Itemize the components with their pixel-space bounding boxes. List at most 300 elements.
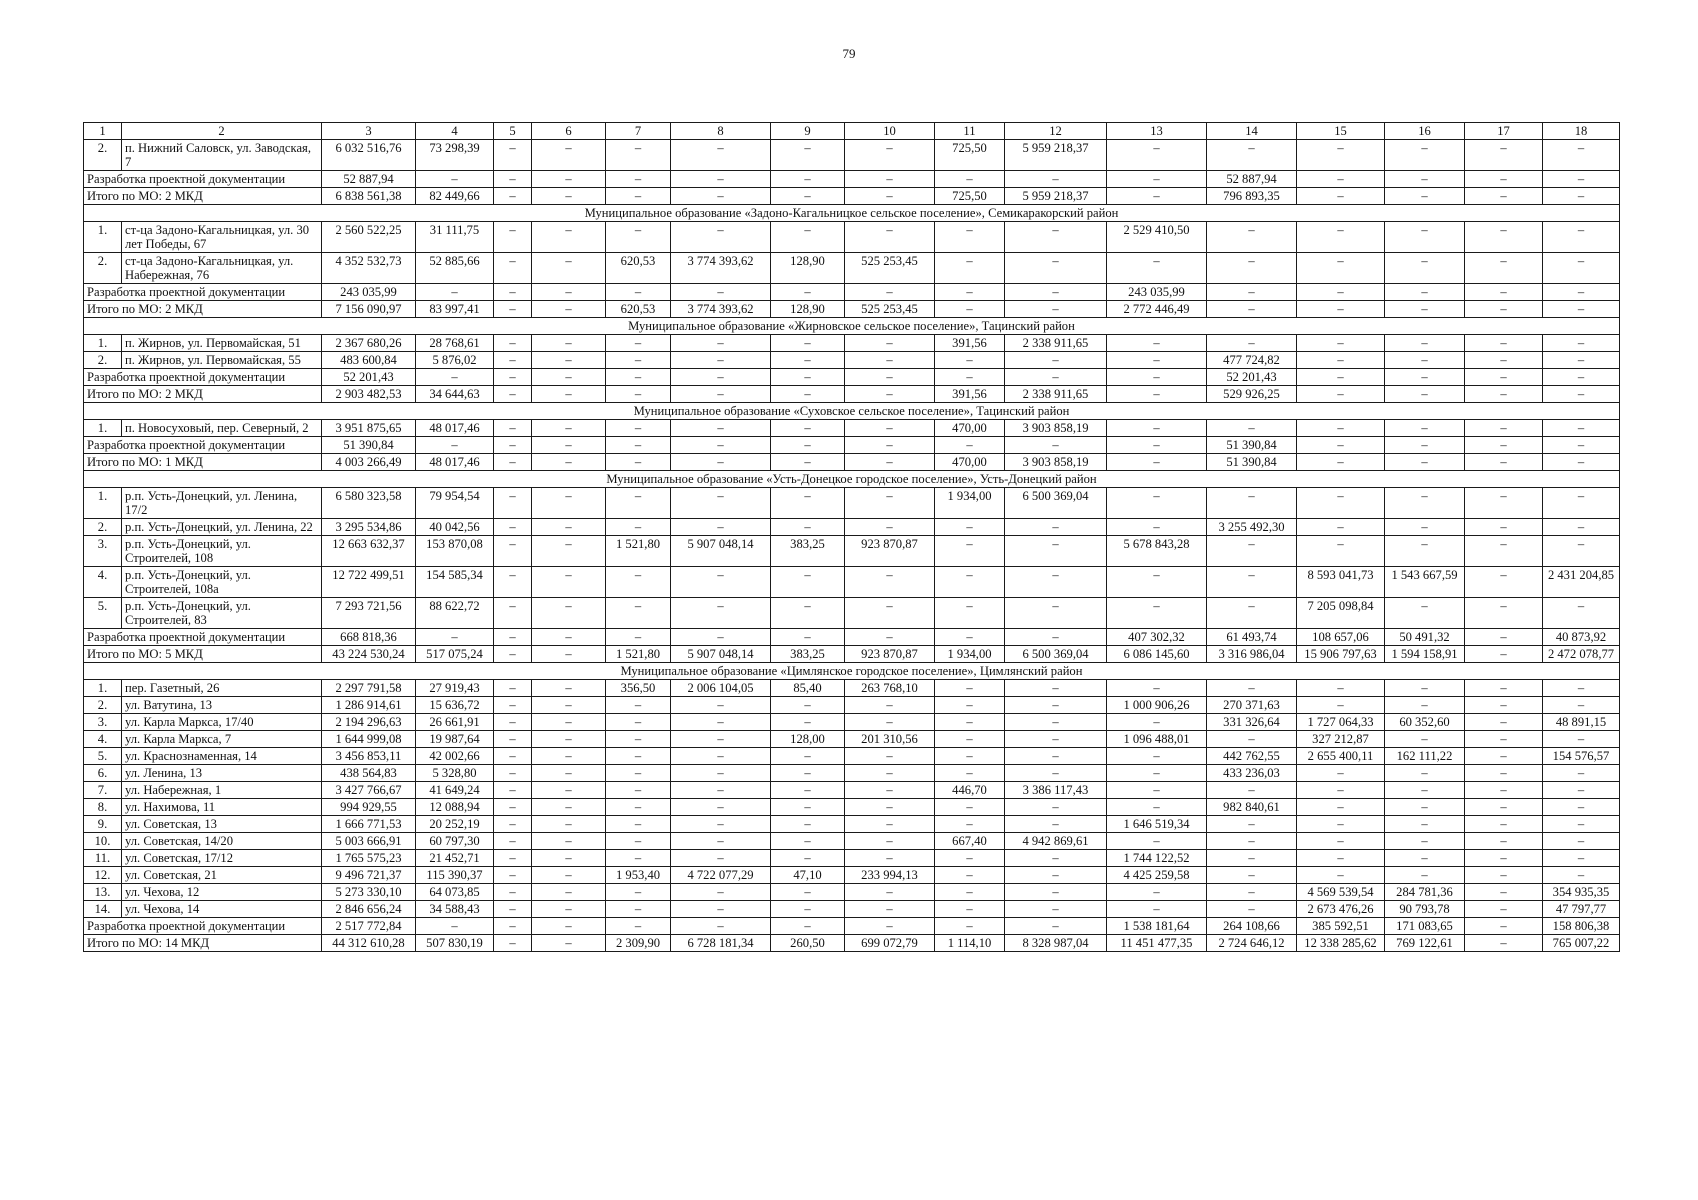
summary-label: Разработка проектной документации: [84, 918, 322, 935]
value-cell: 2 194 296,63: [322, 714, 416, 731]
value-cell: –: [1543, 731, 1620, 748]
value-cell: –: [606, 454, 671, 471]
value-cell: –: [1385, 519, 1465, 536]
row-number: 13.: [84, 884, 122, 901]
value-cell: 12 722 499,51: [322, 567, 416, 598]
value-cell: –: [1005, 816, 1107, 833]
value-cell: –: [1005, 284, 1107, 301]
address-cell: ул. Ленина, 13: [122, 765, 322, 782]
address-cell: п. Новосуховый, пер. Северный, 2: [122, 420, 322, 437]
value-cell: –: [771, 335, 845, 352]
table-row: [84, 352, 1620, 369]
value-cell: –: [1465, 188, 1543, 205]
value-cell: 1 666 771,53: [322, 816, 416, 833]
value-cell: –: [606, 731, 671, 748]
value-cell: –: [1107, 833, 1207, 850]
value-cell: –: [771, 519, 845, 536]
value-cell: 79 954,54: [416, 488, 494, 519]
address-cell: п. Жирнов, ул. Первомайская, 51: [122, 335, 322, 352]
value-cell: –: [771, 567, 845, 598]
row-number: 2.: [84, 352, 122, 369]
row-number: 3.: [84, 714, 122, 731]
value-cell: –: [606, 171, 671, 188]
value-cell: –: [1385, 816, 1465, 833]
value-cell: 796 893,35: [1207, 188, 1297, 205]
value-cell: 40 042,56: [416, 519, 494, 536]
column-number: 6: [532, 123, 606, 140]
value-cell: –: [606, 567, 671, 598]
value-cell: 3 774 393,62: [671, 253, 771, 284]
value-cell: –: [532, 680, 606, 697]
value-cell: –: [532, 519, 606, 536]
value-cell: 433 236,03: [1207, 765, 1297, 782]
value-cell: –: [845, 748, 935, 765]
value-cell: –: [671, 714, 771, 731]
value-cell: –: [1107, 488, 1207, 519]
value-cell: 20 252,19: [416, 816, 494, 833]
value-cell: –: [845, 171, 935, 188]
value-cell: –: [671, 765, 771, 782]
value-cell: 525 253,45: [845, 301, 935, 318]
value-cell: –: [671, 488, 771, 519]
value-cell: –: [1005, 171, 1107, 188]
value-cell: 34 644,63: [416, 386, 494, 403]
value-cell: –: [1465, 352, 1543, 369]
value-cell: –: [1385, 335, 1465, 352]
value-cell: 5 678 843,28: [1107, 536, 1207, 567]
value-cell: 923 870,87: [845, 646, 935, 663]
value-cell: –: [606, 598, 671, 629]
value-cell: –: [1207, 833, 1297, 850]
table-row: [84, 536, 1620, 567]
value-cell: –: [1465, 816, 1543, 833]
table-row: [84, 799, 1620, 816]
value-cell: 6 086 145,60: [1107, 646, 1207, 663]
value-cell: –: [1465, 799, 1543, 816]
summary-row: [84, 386, 1620, 403]
value-cell: –: [845, 519, 935, 536]
value-cell: 1 644 999,08: [322, 731, 416, 748]
value-cell: –: [935, 598, 1005, 629]
value-cell: –: [606, 918, 671, 935]
value-cell: 7 205 098,84: [1297, 598, 1385, 629]
table-row: [84, 884, 1620, 901]
value-cell: –: [1543, 697, 1620, 714]
summary-row: [84, 437, 1620, 454]
value-cell: 52 201,43: [1207, 369, 1297, 386]
value-cell: –: [845, 386, 935, 403]
value-cell: –: [532, 301, 606, 318]
value-cell: –: [671, 519, 771, 536]
value-cell: –: [1465, 697, 1543, 714]
value-cell: 620,53: [606, 301, 671, 318]
value-cell: –: [845, 850, 935, 867]
table-row: [84, 714, 1620, 731]
summary-label: Разработка проектной документации: [84, 629, 322, 646]
value-cell: –: [771, 140, 845, 171]
value-cell: –: [671, 850, 771, 867]
value-cell: –: [606, 816, 671, 833]
value-cell: –: [845, 884, 935, 901]
value-cell: –: [532, 171, 606, 188]
value-cell: 354 935,35: [1543, 884, 1620, 901]
value-cell: 383,25: [771, 536, 845, 567]
value-cell: –: [935, 369, 1005, 386]
value-cell: 60 352,60: [1385, 714, 1465, 731]
value-cell: –: [494, 731, 532, 748]
value-cell: –: [1005, 629, 1107, 646]
value-cell: 171 083,65: [1385, 918, 1465, 935]
value-cell: 263 768,10: [845, 680, 935, 697]
summary-row: [84, 935, 1620, 952]
value-cell: –: [1543, 437, 1620, 454]
value-cell: –: [845, 816, 935, 833]
value-cell: –: [532, 901, 606, 918]
value-cell: 128,90: [771, 301, 845, 318]
value-cell: 115 390,37: [416, 867, 494, 884]
value-cell: –: [1465, 918, 1543, 935]
value-cell: –: [671, 437, 771, 454]
value-cell: 15 636,72: [416, 697, 494, 714]
value-cell: –: [494, 420, 532, 437]
value-cell: 1 000 906,26: [1107, 697, 1207, 714]
value-cell: 82 449,66: [416, 188, 494, 205]
value-cell: –: [1207, 253, 1297, 284]
value-cell: 19 987,64: [416, 731, 494, 748]
value-cell: 61 493,74: [1207, 629, 1297, 646]
value-cell: 442 762,55: [1207, 748, 1297, 765]
value-cell: 52 201,43: [322, 369, 416, 386]
value-cell: –: [606, 765, 671, 782]
value-cell: –: [771, 369, 845, 386]
row-number: 5.: [84, 598, 122, 629]
value-cell: 201 310,56: [845, 731, 935, 748]
value-cell: 5 273 330,10: [322, 884, 416, 901]
value-cell: –: [1005, 867, 1107, 884]
value-cell: –: [1005, 352, 1107, 369]
value-cell: 2 338 911,65: [1005, 386, 1107, 403]
column-number: 7: [606, 123, 671, 140]
value-cell: –: [494, 884, 532, 901]
value-cell: –: [671, 731, 771, 748]
value-cell: –: [1465, 567, 1543, 598]
value-cell: –: [1465, 301, 1543, 318]
value-cell: 158 806,38: [1543, 918, 1620, 935]
value-cell: –: [771, 188, 845, 205]
value-cell: –: [1005, 850, 1107, 867]
value-cell: 3 255 492,30: [1207, 519, 1297, 536]
value-cell: –: [771, 420, 845, 437]
value-cell: –: [1543, 301, 1620, 318]
value-cell: –: [494, 253, 532, 284]
value-cell: 4 722 077,29: [671, 867, 771, 884]
value-cell: 2 297 791,58: [322, 680, 416, 697]
value-cell: –: [671, 171, 771, 188]
address-cell: ст-ца Задоно-Кагальницкая, ул. Набережная, 76: [122, 253, 322, 284]
value-cell: –: [606, 335, 671, 352]
value-cell: –: [671, 697, 771, 714]
value-cell: –: [494, 680, 532, 697]
value-cell: 21 452,71: [416, 850, 494, 867]
value-cell: –: [671, 369, 771, 386]
row-number: 5.: [84, 748, 122, 765]
value-cell: –: [532, 369, 606, 386]
value-cell: 3 456 853,11: [322, 748, 416, 765]
value-cell: 3 295 534,86: [322, 519, 416, 536]
value-cell: –: [1297, 171, 1385, 188]
value-cell: –: [532, 935, 606, 952]
address-cell: р.п. Усть-Донецкий, ул. Ленина, 17/2: [122, 488, 322, 519]
value-cell: 233 994,13: [845, 867, 935, 884]
value-cell: –: [1107, 782, 1207, 799]
value-cell: –: [1107, 188, 1207, 205]
column-number: 8: [671, 123, 771, 140]
value-cell: –: [771, 352, 845, 369]
value-cell: 407 302,32: [1107, 629, 1207, 646]
section-title: Муниципальное образование «Жирновское сельское поселение», Тацинский район: [84, 318, 1620, 335]
value-cell: –: [1543, 188, 1620, 205]
value-cell: –: [1297, 488, 1385, 519]
value-cell: –: [1385, 352, 1465, 369]
value-cell: 83 997,41: [416, 301, 494, 318]
value-cell: –: [1385, 253, 1465, 284]
value-cell: –: [532, 918, 606, 935]
value-cell: –: [1543, 765, 1620, 782]
value-cell: –: [671, 833, 771, 850]
value-cell: –: [494, 488, 532, 519]
value-cell: –: [606, 629, 671, 646]
value-cell: –: [1465, 420, 1543, 437]
value-cell: 2 338 911,65: [1005, 335, 1107, 352]
value-cell: 446,70: [935, 782, 1005, 799]
value-cell: 154 585,34: [416, 567, 494, 598]
value-cell: 51 390,84: [1207, 454, 1297, 471]
value-cell: 2 655 400,11: [1297, 748, 1385, 765]
value-cell: –: [1543, 816, 1620, 833]
value-cell: –: [532, 731, 606, 748]
value-cell: –: [1385, 680, 1465, 697]
value-cell: –: [1385, 598, 1465, 629]
value-cell: –: [1107, 140, 1207, 171]
value-cell: –: [771, 918, 845, 935]
table-row: [84, 598, 1620, 629]
value-cell: 525 253,45: [845, 253, 935, 284]
value-cell: 52 887,94: [1207, 171, 1297, 188]
value-cell: –: [935, 867, 1005, 884]
summary-row: [84, 171, 1620, 188]
value-cell: –: [416, 284, 494, 301]
value-cell: 765 007,22: [1543, 935, 1620, 952]
value-cell: 1 727 064,33: [1297, 714, 1385, 731]
value-cell: –: [1465, 454, 1543, 471]
value-cell: –: [606, 714, 671, 731]
value-cell: 6 838 561,38: [322, 188, 416, 205]
value-cell: 4 425 259,58: [1107, 867, 1207, 884]
value-cell: –: [1465, 884, 1543, 901]
value-cell: –: [935, 171, 1005, 188]
value-cell: 4 352 532,73: [322, 253, 416, 284]
value-cell: 391,56: [935, 386, 1005, 403]
value-cell: 3 903 858,19: [1005, 420, 1107, 437]
value-cell: –: [771, 629, 845, 646]
row-number: 1.: [84, 420, 122, 437]
value-cell: –: [845, 284, 935, 301]
column-number: 10: [845, 123, 935, 140]
value-cell: –: [1385, 833, 1465, 850]
value-cell: –: [494, 782, 532, 799]
address-cell: ул. Ватутина, 13: [122, 697, 322, 714]
value-cell: –: [494, 352, 532, 369]
value-cell: –: [494, 918, 532, 935]
value-cell: –: [494, 867, 532, 884]
value-cell: –: [494, 935, 532, 952]
value-cell: –: [671, 284, 771, 301]
value-cell: –: [494, 799, 532, 816]
value-cell: –: [1297, 369, 1385, 386]
value-cell: –: [845, 140, 935, 171]
summary-row: [84, 188, 1620, 205]
value-cell: 5 876,02: [416, 352, 494, 369]
address-cell: ул. Карла Маркса, 7: [122, 731, 322, 748]
value-cell: –: [494, 629, 532, 646]
value-cell: 73 298,39: [416, 140, 494, 171]
value-cell: –: [1005, 369, 1107, 386]
value-cell: –: [1297, 335, 1385, 352]
value-cell: –: [532, 850, 606, 867]
value-cell: –: [1207, 301, 1297, 318]
value-cell: –: [1543, 386, 1620, 403]
value-cell: 85,40: [771, 680, 845, 697]
address-cell: р.п. Усть-Донецкий, ул. Строителей, 83: [122, 598, 322, 629]
value-cell: –: [532, 536, 606, 567]
value-cell: –: [771, 901, 845, 918]
value-cell: –: [532, 782, 606, 799]
value-cell: 6 500 369,04: [1005, 646, 1107, 663]
value-cell: 529 926,25: [1207, 386, 1297, 403]
value-cell: 994 929,55: [322, 799, 416, 816]
value-cell: –: [416, 629, 494, 646]
value-cell: –: [1543, 253, 1620, 284]
value-cell: –: [1107, 437, 1207, 454]
value-cell: –: [606, 833, 671, 850]
address-cell: ул. Советская, 21: [122, 867, 322, 884]
value-cell: –: [1297, 420, 1385, 437]
value-cell: –: [1005, 731, 1107, 748]
value-cell: –: [1465, 488, 1543, 519]
value-cell: –: [1385, 488, 1465, 519]
value-cell: 51 390,84: [1207, 437, 1297, 454]
value-cell: –: [1005, 301, 1107, 318]
value-cell: –: [1297, 765, 1385, 782]
value-cell: –: [935, 697, 1005, 714]
value-cell: –: [1297, 680, 1385, 697]
value-cell: –: [494, 567, 532, 598]
value-cell: –: [1543, 782, 1620, 799]
value-cell: 3 427 766,67: [322, 782, 416, 799]
value-cell: –: [1207, 140, 1297, 171]
value-cell: –: [1297, 833, 1385, 850]
value-cell: –: [671, 188, 771, 205]
value-cell: 5 959 218,37: [1005, 188, 1107, 205]
value-cell: 483 600,84: [322, 352, 416, 369]
value-cell: –: [494, 748, 532, 765]
value-cell: –: [606, 782, 671, 799]
value-cell: 5 328,80: [416, 765, 494, 782]
table-row: [84, 748, 1620, 765]
row-number: 9.: [84, 816, 122, 833]
value-cell: –: [494, 850, 532, 867]
value-cell: –: [532, 816, 606, 833]
value-cell: –: [1005, 918, 1107, 935]
address-cell: ул. Советская, 17/12: [122, 850, 322, 867]
value-cell: 108 657,06: [1297, 629, 1385, 646]
value-cell: –: [1385, 536, 1465, 567]
summary-label: Разработка проектной документации: [84, 171, 322, 188]
value-cell: –: [1005, 437, 1107, 454]
value-cell: 44 312 610,28: [322, 935, 416, 952]
value-cell: –: [771, 816, 845, 833]
value-cell: 2 529 410,50: [1107, 222, 1207, 253]
value-cell: 2 560 522,25: [322, 222, 416, 253]
value-cell: –: [1107, 171, 1207, 188]
value-cell: –: [494, 714, 532, 731]
value-cell: –: [845, 437, 935, 454]
value-cell: –: [671, 629, 771, 646]
table-row: [84, 867, 1620, 884]
value-cell: –: [771, 782, 845, 799]
value-cell: –: [1385, 782, 1465, 799]
row-number: 7.: [84, 782, 122, 799]
value-cell: –: [1297, 284, 1385, 301]
value-cell: –: [1005, 765, 1107, 782]
value-cell: –: [1107, 765, 1207, 782]
value-cell: –: [771, 598, 845, 629]
value-cell: –: [606, 850, 671, 867]
value-cell: –: [532, 884, 606, 901]
value-cell: –: [532, 140, 606, 171]
value-cell: 2 724 646,12: [1207, 935, 1297, 952]
value-cell: 385 592,51: [1297, 918, 1385, 935]
summary-label: Разработка проектной документации: [84, 284, 322, 301]
value-cell: –: [1005, 884, 1107, 901]
value-cell: –: [845, 222, 935, 253]
value-cell: –: [532, 799, 606, 816]
value-cell: –: [606, 222, 671, 253]
value-cell: –: [1465, 748, 1543, 765]
value-cell: –: [671, 901, 771, 918]
value-cell: 40 873,92: [1543, 629, 1620, 646]
value-cell: 327 212,87: [1297, 731, 1385, 748]
value-cell: –: [845, 598, 935, 629]
value-cell: 12 338 285,62: [1297, 935, 1385, 952]
value-cell: –: [845, 335, 935, 352]
value-cell: 9 496 721,37: [322, 867, 416, 884]
value-cell: 3 951 875,65: [322, 420, 416, 437]
value-cell: 725,50: [935, 188, 1005, 205]
value-cell: 1 934,00: [935, 646, 1005, 663]
value-cell: –: [1207, 284, 1297, 301]
value-cell: –: [845, 369, 935, 386]
row-number: 2.: [84, 697, 122, 714]
value-cell: –: [1465, 833, 1543, 850]
value-cell: 47,10: [771, 867, 845, 884]
summary-row: [84, 629, 1620, 646]
value-cell: –: [532, 748, 606, 765]
value-cell: –: [416, 918, 494, 935]
value-cell: 48 017,46: [416, 454, 494, 471]
column-number: 18: [1543, 123, 1620, 140]
value-cell: 41 649,24: [416, 782, 494, 799]
